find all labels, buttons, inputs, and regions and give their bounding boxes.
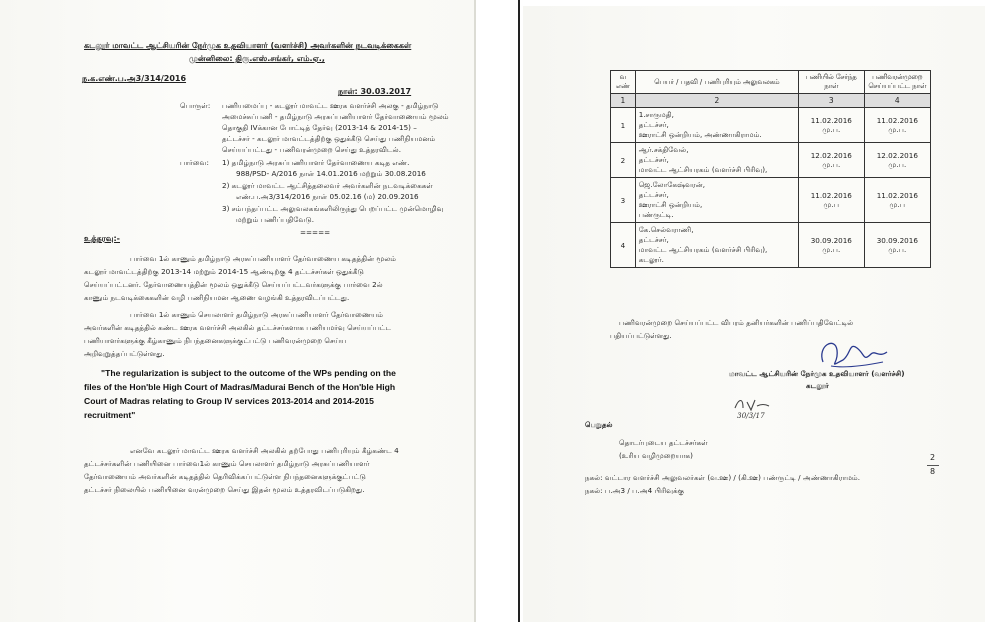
detail-line: ஊராட்சி ஒன்றியம், அண்ணாகிராமம். xyxy=(638,130,762,139)
right-page xyxy=(523,6,985,622)
detail-line: பண்ருட்டி. xyxy=(638,210,674,219)
reg-date: 12.02.2016 xyxy=(876,150,918,160)
reference-3: 3) சம்பந்தப்பட்ட அலுவலகங்களிலிருந்து பெறப்பட்ட முன்மொழிவு xyxy=(222,204,444,213)
detail-line: தட்டச்சர், xyxy=(638,235,669,244)
join-date: 30.09.2016 xyxy=(810,235,852,245)
record-note: பணிவரன்முறை செய்யப்பட்ட விபரம் தனியர்களின் பணிப்பதிவேட்டில் xyxy=(619,318,854,327)
detail-line: கே.செல்வராணி, xyxy=(638,225,694,234)
join-date-cell xyxy=(798,143,864,178)
typist-table xyxy=(610,70,931,268)
order-heading: உத்தரவு:- xyxy=(84,234,120,243)
table-index: 3 xyxy=(798,94,864,108)
row-number: 3 xyxy=(611,178,636,223)
order-header-line2: முன்னிலை: திரு.எஸ்.சங்கர், எம்.ஏ., xyxy=(189,54,325,63)
table-row xyxy=(611,223,931,268)
subject-line: பணியமைப்பு - கடலூர் மாவட்ட ஊரக வளர்ச்சி அலகு - தமிழ்நாடு xyxy=(222,101,439,110)
subject-line: செய்யப்பட்டது - பணிவரன்முறை செய்து உத்தரவிடல். xyxy=(222,145,401,154)
reg-session: மு.ப. xyxy=(888,124,907,134)
join-session: மு.ப. xyxy=(822,159,841,169)
reg-date-cell xyxy=(864,178,930,223)
paragraph-1: கடலூர் மாவட்டத்திற்கு 2013-14 மற்றும் 2014-15 ஆண்டிற்கு 4 தட்டச்சர்கள் ஒதுக்கீடு xyxy=(84,267,364,276)
reg-date: 11.02.2016 xyxy=(876,115,918,125)
table-index: 2 xyxy=(635,94,798,108)
order-header-line1: கடலூர் மாவட்ட ஆட்சியரின் நேர்முக உதவியாளர் (வளர்ச்சி) அவர்களின் நடவடிக்கைகள் xyxy=(84,41,412,50)
table-row xyxy=(611,143,931,178)
received-date: 30/3/17 xyxy=(737,411,765,420)
page-edge xyxy=(518,0,520,622)
join-date-cell xyxy=(798,108,864,143)
separator: ===== xyxy=(300,228,331,237)
join-date: 12.02.2016 xyxy=(810,150,852,160)
page-mark-top: 2 xyxy=(930,453,936,462)
paragraph-2: பணியாளர்களுக்கு கீழ்காணும் நிபந்தனைகளுக்குட்பட்டு பணிவரன்முறை செய்ய xyxy=(84,336,347,345)
page-mark-bottom: 8 xyxy=(930,467,936,476)
join-date: 11.02.2016 xyxy=(810,190,852,200)
join-session: மு.ப. xyxy=(822,124,841,134)
subject-line: தட்டச்சர் - கடலூர் மாவட்டத்திற்கு ஒதுக்கீடு செய்து பணிநியமனம் xyxy=(222,134,436,143)
detail-line: 1.சாருமதி, xyxy=(638,110,674,119)
table-index: 1 xyxy=(611,94,636,108)
paragraph-3: எனவே கடலூர் மாவட்ட ஊரக வளர்ச்சி அலகில் தற்போது பணிபுரியும் கீழ்கண்ட 4 xyxy=(130,446,399,455)
join-session: மு.ப xyxy=(823,199,840,209)
reference-3: மற்றும் பணிப்பதிவேடு. xyxy=(236,215,315,224)
file-number: ந.க.எண்.ப.அ3/314/2016 xyxy=(82,74,187,83)
paragraph-2: அறிவுறுத்தப்பட்டுள்ளது. xyxy=(84,349,165,358)
paragraph-1: செய்யப்பட்டனர். தேர்வாணையத்தின் மூலம் ஒதுக்கீடு செய்யப்பட்டவர்களுக்கு பார்வை 2ல் xyxy=(84,280,383,289)
row-number: 4 xyxy=(611,223,636,268)
paragraph-1: பார்வை 1ல் காணும் தமிழ்நாடு அரசுப்பணியாளர் தேர்வாணைய கடிதத்தின் மூலம் xyxy=(130,254,397,263)
join-date: 11.02.2016 xyxy=(810,115,852,125)
regularization-quote: "The regularization is subject to the outcome of the WPs pending on the xyxy=(101,368,396,378)
detail-line: மாவட்ட ஆட்சியரகம் (வளர்ச்சி பிரிவு), xyxy=(638,245,768,254)
left-page xyxy=(0,0,474,622)
reference-1: 988/PSD- A/2016 நாள் 14.01.2016 மற்றும் 30.08.2016 xyxy=(236,169,426,178)
reg-session: மு.ப. xyxy=(888,159,907,169)
row-number: 2 xyxy=(611,143,636,178)
detail-line: தட்டச்சர், xyxy=(638,120,669,129)
signatory-place: கடலூர் xyxy=(806,381,829,390)
regularization-quote: recruitment" xyxy=(84,410,136,420)
reference-1: 1) தமிழ்நாடு அரசுப்பணியாளர் தேர்வாணைய கடித எண். xyxy=(222,158,410,167)
table-index: 4 xyxy=(864,94,930,108)
join-session: மு.ப. xyxy=(822,244,841,254)
reg-session: மு.ப. xyxy=(888,244,907,254)
detail-line: ஆர்.சக்திவேல், xyxy=(638,145,689,154)
subject-line: அமைச்சுப்பணி - தமிழ்நாடு அரசுப்பணியாளர் தேர்வாணையம் மூலம் xyxy=(222,112,449,121)
paragraph-3: தட்டச்சர்களின் பணியினை பார்வை1ல் காணும் செயலாளர் தமிழ்நாடு அரசுப்பணியாளர் xyxy=(84,459,370,468)
paragraph-3: தேர்வாணையம் அவர்களின் கடிதத்தில் தெரிவிக்கப்பட்டுள்ள நிபந்தனைகளுக்குட்பட்டு xyxy=(84,472,366,481)
detail-line: கடலூர். xyxy=(638,255,664,264)
reg-date-cell xyxy=(864,143,930,178)
row-details xyxy=(635,143,798,178)
join-date-cell xyxy=(798,178,864,223)
table-row xyxy=(611,108,931,143)
table-row xyxy=(611,178,931,223)
copy-to: நகல்: ப.அ3 / ப.அ4 பிரிவுக்கு xyxy=(585,486,685,495)
subject-line: தொகுதி IVக்கான போட்டித் தேர்வு (2013-14 & 2014-15) – xyxy=(222,123,417,132)
reg-date-cell xyxy=(864,108,930,143)
row-details xyxy=(635,223,798,268)
copy-to: நகல்: வட்டார வளர்ச்சி அலுவலர்கள் (வ.ஊ) / (கி.ஊ) பண்ருட்டி / அண்ணாகிராமம். xyxy=(585,473,861,482)
regularization-quote: files of the Hon'ble High Court of Madras/Madurai Bench of the Hon'ble High xyxy=(84,382,396,392)
detail-line: மாவட்ட ஆட்சியரகம் (வளர்ச்சி பிரிவு), xyxy=(638,165,768,174)
detail-line: ஜெ.லோகேஷ்வரன், xyxy=(638,180,705,189)
reference-label: பார்வை: xyxy=(180,158,209,167)
subject-label: பொருள்: xyxy=(180,101,211,110)
reg-date: 11.02.2016 xyxy=(876,190,918,200)
join-date-cell xyxy=(798,223,864,268)
reference-2: 2) கடலூர் மாவட்ட ஆட்சித்தலைவர் அவர்களின் நடவடிக்கைகள் xyxy=(222,181,433,190)
reg-date: 30.09.2016 xyxy=(876,235,918,245)
table-header: பணிவரன்முறை செய்யப்பட்ட நாள் xyxy=(864,71,930,94)
record-note: பதியப்பட்டுள்ளது. xyxy=(610,331,672,340)
reference-2: எண்.ப.அ3/314/2016 நாள் 05.02.16 (ம) 20.09.2016 xyxy=(236,192,419,201)
reg-session: மு.ப xyxy=(889,199,906,209)
signatory-title: மாவட்ட ஆட்சியரின் நேர்முக உதவியாளர் (வளர்ச்சி) xyxy=(729,369,905,378)
detail-line: தட்டச்சர், xyxy=(638,190,669,199)
received-label: பெறுதல் xyxy=(585,420,613,429)
row-number: 1 xyxy=(611,108,636,143)
detail-line: தட்டச்சர், xyxy=(638,155,669,164)
paragraph-1: காணும் நடவடிக்கைகளின் வழி பணிநியமன ஆணை வழங்கி உத்தரவிடப்பட்டது. xyxy=(84,293,350,302)
table-header: வ எண் xyxy=(611,71,636,94)
reg-date-cell xyxy=(864,223,930,268)
table-header: பணியில் சேர்ந்த நாள் xyxy=(798,71,864,94)
recipient-note: (உரிய வழிமுறையாக) xyxy=(619,451,693,460)
page-edge xyxy=(474,0,476,622)
row-details xyxy=(635,178,798,223)
paragraph-3: தட்டச்சர் நிலையில் பணியினை வரன்முறை செய்து இதன் மூலம் உத்தரவிடப்படுகிறது. xyxy=(84,485,365,494)
order-date: நாள்: 30.03.2017 xyxy=(338,87,412,96)
row-details xyxy=(635,108,798,143)
recipient: தொடர்புடைய தட்டச்சர்கள் xyxy=(619,438,708,447)
regularization-quote: Court of Madras relating to Group IV services 2013-2014 and 2014-2015 xyxy=(84,396,374,406)
table-header: பெயர் / பதவி / பணிபுரியும் அலுவலகம் xyxy=(635,71,798,94)
paragraph-2: அவர்களின் கடிதத்தில் கண்ட ஊரக வளர்ச்சி அலகில் தட்டச்சர்களாக பணியமர்வு செய்யப்பட்ட xyxy=(84,323,392,332)
paragraph-2: பார்வை 1ல் காணும் செயலாளர் தமிழ்நாடு அரசுப்பணியாளர் தேர்வாணையம் xyxy=(130,310,384,319)
detail-line: ஊராட்சி ஒன்றியம், xyxy=(638,200,703,209)
